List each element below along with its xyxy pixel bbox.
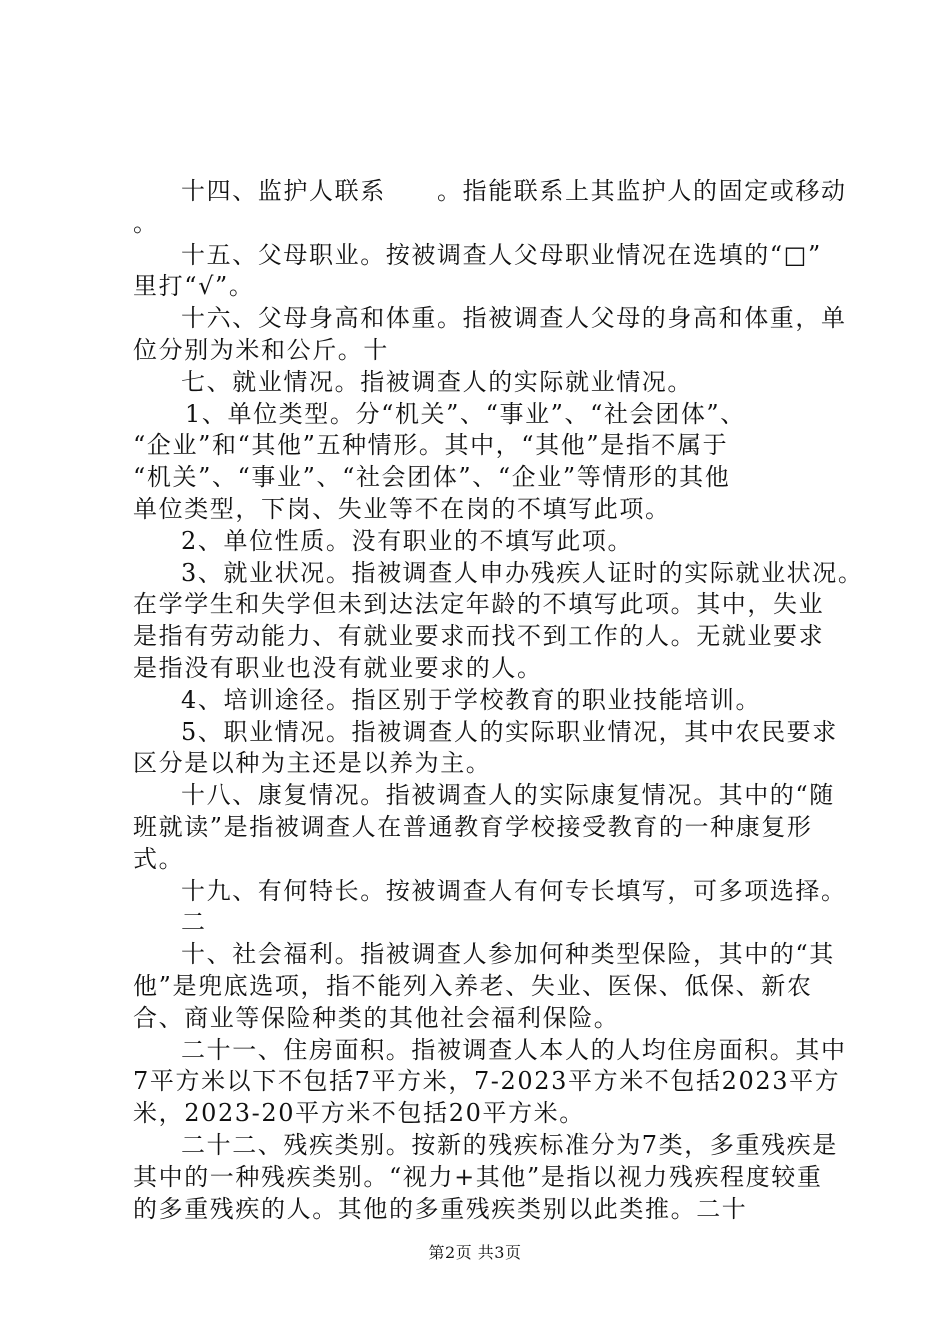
text-line: 二 <box>181 908 207 937</box>
text-line: 是指有劳动能力、有就业要求而找不到工作的人。无就业要求 <box>133 622 825 651</box>
text-line: 式。 <box>133 844 185 873</box>
text-line: 二十一、住房面积。指被调查人本人的人均住房面积。其中 <box>181 1035 847 1064</box>
text-line: 区分是以种为主还是以养为主。 <box>133 749 492 778</box>
text-line: 二十二、残疾类别。按新的残疾标准分为7类，多重残疾是 <box>181 1130 838 1159</box>
text-line: 米，2023-20平方米不包括20平方米。 <box>133 1099 585 1128</box>
text-line: 。 <box>133 208 159 237</box>
document-body <box>133 176 864 1225</box>
text-line: 2、单位性质。没有职业的不填写此项。 <box>181 526 634 555</box>
text-line: 其中的一种残疾类别。“视力+其他”是指以视力残疾程度较重 <box>133 1162 823 1191</box>
text-line: 十、社会福利。指被调查人参加何种类型保险，其中的“其 <box>181 940 835 969</box>
text-line: 里打“√”。 <box>133 272 255 301</box>
text-line: 1、单位类型。分“机关”、“事业”、“社会团体”、 <box>185 399 746 428</box>
text-line: 位分别为米和公斤。十 <box>133 335 389 364</box>
text-line: 十八、康复情况。指被调查人的实际康复情况。其中的“随 <box>181 781 835 810</box>
text-line: 班就读”是指被调查人在普通教育学校接受教育的一种康复形 <box>133 812 813 841</box>
text-line: 七、就业情况。指被调查人的实际就业情况。 <box>181 367 693 396</box>
page-footer <box>0 1243 950 1263</box>
text-line: 十六、父母身高和体重。指被调查人父母的身高和体重，单 <box>181 304 847 333</box>
text-line: 他”是兜底选项，指不能列入养老、失业、医保、低保、新农 <box>133 971 813 1000</box>
text-line: 十五、父母职业。按被调查人父母职业情况在选填的“□” <box>181 240 822 269</box>
text-line: 是指没有职业也没有就业要求的人。 <box>133 653 543 682</box>
text-line: 十九、有何特长。按被调查人有何专长填写，可多项选择。 <box>181 876 847 905</box>
text-line: 7平方米以下不包括7平方米，7-2023平方米不包括2023平方 <box>133 1067 841 1096</box>
text-line: 十四、监护人联系 。指能联系上其监护人的固定或移动 <box>181 177 847 205</box>
text-line: 在学学生和失学但未到达法定年龄的不填写此项。其中，失业 <box>133 590 825 619</box>
text-line: 4、培训途径。指区别于学校教育的职业技能培训。 <box>181 685 762 714</box>
page-number-label: 第2页 共3页 <box>428 1243 522 1262</box>
text-line: 5、职业情况。指被调查人的实际职业情况，其中农民要求 <box>181 717 838 746</box>
text-line: 合、商业等保险种类的其他社会福利保险。 <box>133 1003 620 1032</box>
text-line: 的多重残疾的人。其他的多重残疾类别以此类推。二十 <box>133 1194 748 1223</box>
text-line: “机关”、“事业”、“社会团体”、“企业”等情形的其他 <box>133 463 731 492</box>
text-line: 单位类型，下岗、失业等不在岗的不填写此项。 <box>133 494 671 523</box>
text-line: “企业”和“其他”五种情形。其中，“其他”是指不属于 <box>133 431 729 460</box>
text-line: 3、就业状况。指被调查人申办残疾人证时的实际就业状况。 <box>181 558 864 587</box>
